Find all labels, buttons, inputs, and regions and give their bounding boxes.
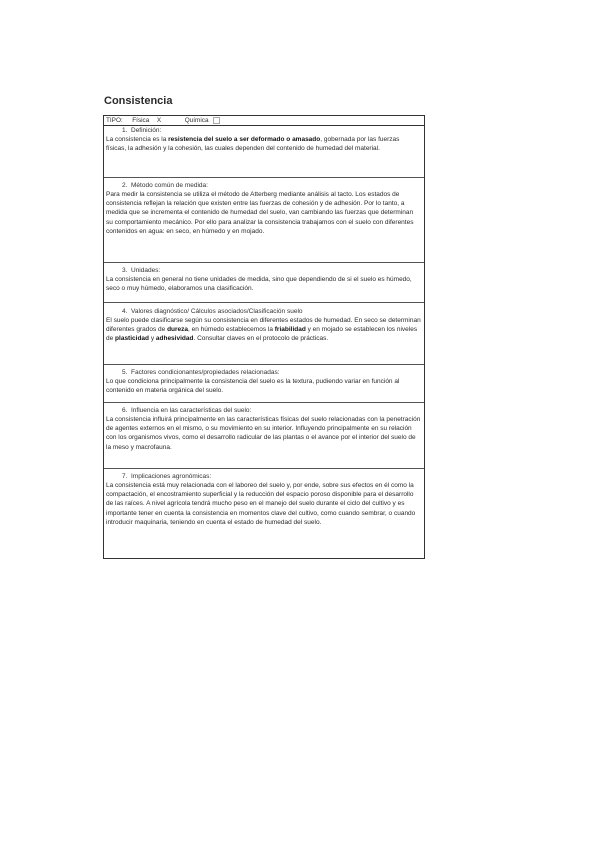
section-heading: 3. Unidades: <box>122 267 161 274</box>
section-text: La consistencia es la resistencia del suelo a ser deformado o amasado, gobernada por las fuerzas físicas, la adhesión y la cohesión, las cuales dependen del contenido de humedad del material. <box>106 136 400 153</box>
tipo-option-fisica: Física <box>132 117 150 124</box>
section-text: Para medir la consistencia se utiliza el método de Atterberg mediante análisis al tacto. Los estados de consistencia reflejan la relación que existen entre las fuerzas de cohesión y de adhesión. Por lo tanto, a medida que se incrementa el contenido de humedad del suelo, van cambiando las fuerzas que determinan su comportamiento mecánico. Por ello para analizar la consistencia trabajamos con el suelo con diferentes contenidos en agua: en seco, en húmedo y en mojado. <box>106 191 414 235</box>
section-heading: 4. Valores diagnóstico/ Cálculos asociados/Clasificación suelo <box>122 308 303 315</box>
section-heading: 6. Influencia en las características del suelo: <box>122 407 252 414</box>
tipo-option-quimica: Química <box>184 117 209 124</box>
section-influencia <box>104 403 424 469</box>
section-text: La consistencia influirá principalmente en las características físicas del suelo relacionadas con la penetración de agentes externos en el mismo, o su movimiento en su interior. Influyendo principalmente en su relación con los organismos vivos, como el desarrollo radicular de las plantas o el avance por el interior del suelo de la meso y macrofauna. <box>106 416 421 451</box>
tipo-row <box>104 115 424 126</box>
section-heading: 7. Implicaciones agronómicas: <box>122 473 212 480</box>
section-unidades <box>104 263 424 303</box>
section-heading: 1. Definición: <box>122 127 162 134</box>
section-text: La consistencia en general no tiene unidades de medida, sino que dependiendo de si el suelo es húmedo, seco o muy húmedo, elaboramos una clasificación. <box>106 276 412 293</box>
section-definicion <box>104 126 424 178</box>
section-text: La consistencia está muy relacionada con el laboreo del suelo y, por ende, sobre sus efectos en él como la compactación, el encostramiento superficial y la reducción del espacio poroso disponible para el desarrollo de las raíces. A nivel agrícola tendrá mucho peso en el manejo del suelo durante el ciclo del cultivo y es importante tener en cuenta la consistencia en momentos clave del cultivo, como cuando sembrar, o cuando introducir maquinaria, teniendo en cuenta el estado de humedad del suelo. <box>106 482 416 526</box>
section-metodo <box>104 178 424 263</box>
quimica-checkbox <box>213 117 220 124</box>
section-implicaciones <box>104 469 424 559</box>
tipo-fisica-mark: X <box>156 117 162 124</box>
section-heading: 2. Método común de medida: <box>122 182 208 189</box>
section-text: El suelo puede clasificarse según su consistencia en diferentes estados de humedad. En seco se determinan diferentes grados de dureza, en húmedo establecemos la friabilidad y en mojado se establecen los niveles de plasticidad y adhesividad. Consultar claves en el protocolo de prácticas. <box>106 317 421 343</box>
section-factores <box>104 365 424 403</box>
properties-table <box>103 115 425 559</box>
section-valores <box>104 303 424 365</box>
section-heading: 5. Factores condicionantes/propiedades relacionadas: <box>122 369 280 376</box>
document-title: Consistencia <box>104 95 173 107</box>
section-text: Lo que condiciona principalmente la consistencia del suelo es la textura, pudiendo variar en función al contenido en materia orgánica del suelo. <box>106 378 400 395</box>
tipo-label: TIPO: <box>106 117 123 124</box>
